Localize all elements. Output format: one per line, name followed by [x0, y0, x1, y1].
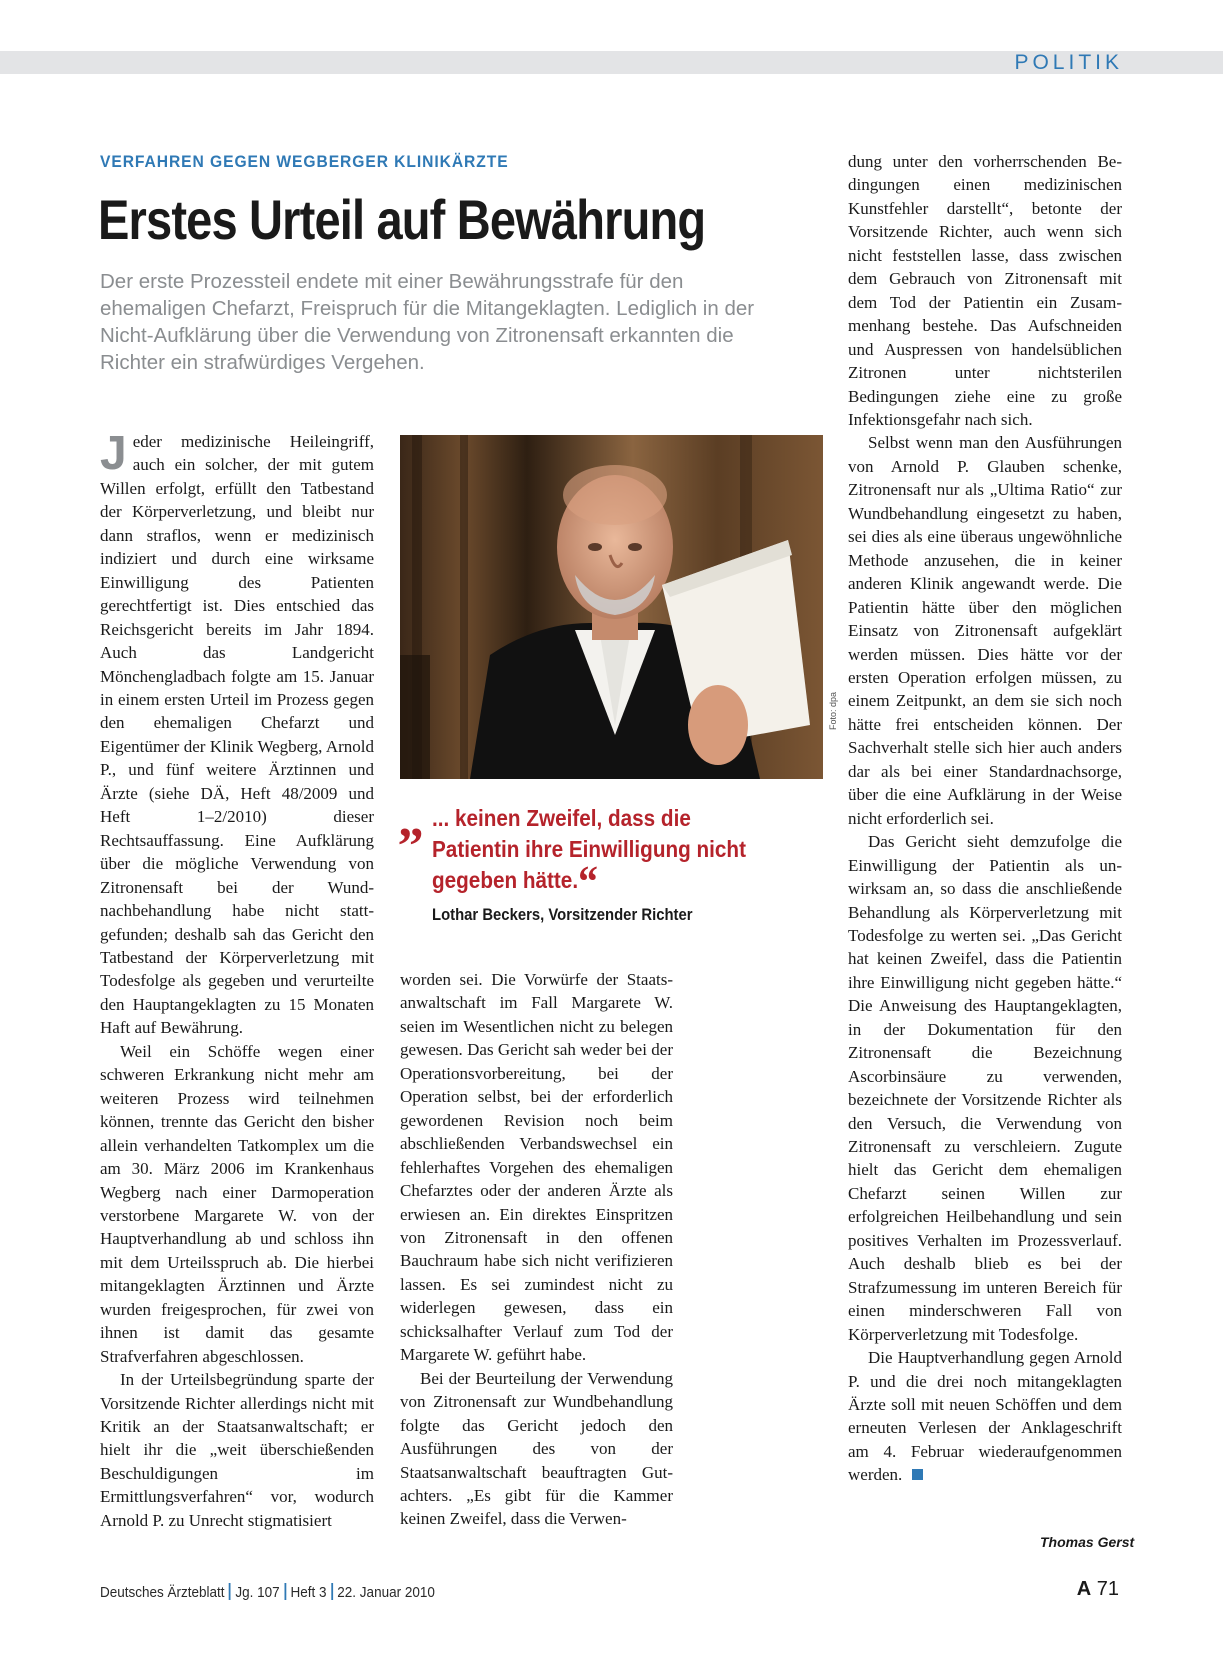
body-column-1	[100, 427, 374, 1532]
paragraph: worden sei. Die Vorwürfe der Staatsanwaltschaft im Fall Margarete W. seien im Wesentlichen nicht zu belegen gewesen. Das Gericht sah weder bei der Operationsvorbereitung, bei der Operation selbst, bei der erforderlich gewordenen Revision noch beim abschließenden Verbandswechsel ein fehlerhaftes Vorgehen des ehemaligen Chefarztes oder der anderen Ärzte als erwiesen an. Ein direktes Einspritzen von Zitronensaft in den offenen Bauchraum habe sich nicht verifizieren lassen. Es sei zumindest nicht zu widerlegen gewesen, dass ein schicksalhafter Verlauf zum Tod der Margarete W. geführt habe.	[400, 970, 673, 1365]
footer-separator	[229, 1583, 231, 1600]
end-mark	[912, 1469, 923, 1480]
pull-quote: ... keinen Zweifel, dass die Patientin ihre Einwilligung nicht gegeben hätte.“	[432, 805, 746, 906]
volume: Jg. 107	[235, 1584, 280, 1601]
author: Thomas Gerst	[1040, 1534, 1135, 1550]
lead-paragraph: Der erste Prozessteil endete mit einer Bewährungsstrafe für den ehemaligen Chefarzt, Freispruch für die Mitangeklagten. Lediglich in der Nicht-Aufklärung über die Verwendung von Zitronensaft erkannten die Richter ein strafwürdiges Vergehen.	[100, 270, 755, 374]
page-number: A 71	[1076, 1578, 1119, 1600]
open-quote-mark: „	[398, 791, 424, 848]
paragraph: Das Gericht sieht demzufolge die Einwilligung der Patientin als unwirksam an, so dass die anschließende Behandlung als Körperverletzung mit Todesfolge zu werten sei. „Das Gericht hat keinen Zweifel, dass die Patientin ihre Einwilligung nicht gegeben hätte.“ Die Anweisung des Hauptangeklagten, in der Dokumentation für den Zitronensaft die Bezeichnung Ascorbinsäure zu verwenden, bezeichnete der Vorsitzende Richter als den Versuch, die Verwendung von Zitronensaft zu verschleiern. Zugute hielt das Gericht dem ehemaligen Chefarzt seinen Willen zur erfolgreichen Heilbehandlung und sein positives Verhalten im Prozessverlauf. Auch deshalb blieb es bei der Strafzumessung im unteren Bereich für einen minderschweren Fall von Körperverletzung mit Todesfolge.	[848, 832, 1122, 1344]
paragraph: Die Hauptverhandlung gegen Arnold P. und die drei noch mitangeklagten Ärzte soll mit neuen Schöffen und dem erneuten Verlesen der Anklageschrift am 4. Februar wiederaufgenommen werden.	[848, 1348, 1122, 1485]
publication-name: Deutsches Ärzteblatt	[100, 1584, 225, 1601]
headline: Erstes Urteil auf Bewährung	[98, 188, 706, 251]
paragraph: dung unter den vorherrschenden Bedingungen einen medizinischen Kunstfehler darstellt“, betonte der Vorsitzende Richter, auch wenn sich nicht feststellen lasse, dass zwischen dem Gebrauch von Zitronensaft mit dem Tod der Patientin ein Zusammenhang bestehe. Das Aufschneiden und Auspressen von handelsüblichen Zitronen unter nichtsterilen Bedingungen ziehe eine zu große Infektionsgefahr nach sich.	[848, 152, 1122, 429]
paragraph: Jeder medizinische Heileingriff, auch ein solcher, der mit gutem Willen erfolgt, erfüllt den Tatbestand der Körperverletzung, und bleibt nur dann straflos, wenn er medizinisch indiziert und durch eine wirksame Einwilligung des Patienten gerechtfertigt ist. Dies entschied das Reichsgericht bereits im Jahr 1894. Auch das Landgericht Mönchengladbach folgte am 15. Januar in einem ersten Urteil im Prozess gegen den ehemaligen Chefarzt und Eigentümer der Klinik Wegberg, Arnold P., und fünf weitere Ärztinnen und Ärzte (siehe DÄ, Heft 48/2009 und Heft 1–2/2010) dieser Rechtsauffassung. Eine Aufklärung über die mögliche Verwendung von Zitronensaft bei der Wundnachbehandlung habe nicht stattgefunden; deshalb sah das Gericht den Tatbestand der Körperverletzung mit Todesfolge als gegeben und verurteilte den Hauptangeklagten zu 15 Monaten Haft auf Bewährung.	[100, 427, 374, 1038]
paragraph: In der Urteilsbegründung sparte der Vorsitzende Richter allerdings nicht mit Kritik an der Staatsanwaltschaft; er hielt ihr die „weit überschießenden Beschuldigungen im Ermittlungsverfahren“ vor, wodurch Arnold P. zu Unrecht stigmatisiert	[100, 1370, 374, 1530]
footer-separator	[331, 1583, 333, 1600]
body-column-3	[848, 150, 1122, 1487]
judge-photo	[400, 435, 823, 779]
kicker: VERFAHREN GEGEN WEGBERGER KLINIKÄRZTE	[100, 152, 509, 171]
footer-separator	[284, 1583, 286, 1600]
section-label: POLITIK	[1014, 51, 1123, 74]
body-column-2	[400, 968, 673, 1531]
date: 22. Januar 2010	[337, 1584, 435, 1601]
drop-cap: J	[100, 427, 127, 480]
pull-quote-source: Lothar Beckers, Vorsitzender Richter	[432, 906, 693, 924]
photo-credit: Foto: dpa	[828, 691, 838, 730]
close-quote-mark: “	[578, 857, 598, 906]
issue: Heft 3	[290, 1584, 327, 1601]
footer	[100, 1583, 435, 1601]
paragraph: Selbst wenn man den Ausführungen von Arnold P. Glauben schenke, Zitronensaft nur als „Ultima Ratio“ zur Wundbehandlung eingesetzt zu haben, sei dies als eine überaus ungewöhnliche Methode anzusehen, die in keiner anderen Klinik angewandt werde. Die Patientin hätte über den möglichen Einsatz von Zitronensaft aufgeklärt werden müssen. Dies hätte vor der ersten Operation erfolgen müssen, zu einem Zeitpunkt, an dem sie sich noch hätte frei entscheiden können. Der Sachverhalt stelle sich hier auch anders dar als bei einer Standardnachsorge, über die eine Aufklärung in der Weise nicht erforderlich sei.	[848, 433, 1122, 828]
paragraph: Weil ein Schöffe wegen einer schweren Erkrankung nicht mehr am weiteren Prozess wird teilnehmen können, trennte das Gericht den bisher allein verhandelten Tatkomplex um die am 30. März 2006 im Krankenhaus Wegberg nach einer Darmoperation verstorbene Margarete W. von der Hauptverhandlung ab und schloss ihn mit dem Urteilsspruch ab. Die hierbei mitangeklagten Ärztinnen und Ärzte wurden freigesprochen, für zwei von ihnen ist damit das gesamte Strafverfahren abgeschlossen.	[100, 1041, 374, 1366]
paragraph: Bei der Beurteilung der Verwendung von Zitronensaft zur Wundbehandlung folgte das Gericht jedoch den Ausführungen des von der Staatsanwaltschaft beauftragten Gutachters. „Es gibt für die Kammer keinen Zweifel, dass die Verwen-	[400, 1368, 673, 1529]
